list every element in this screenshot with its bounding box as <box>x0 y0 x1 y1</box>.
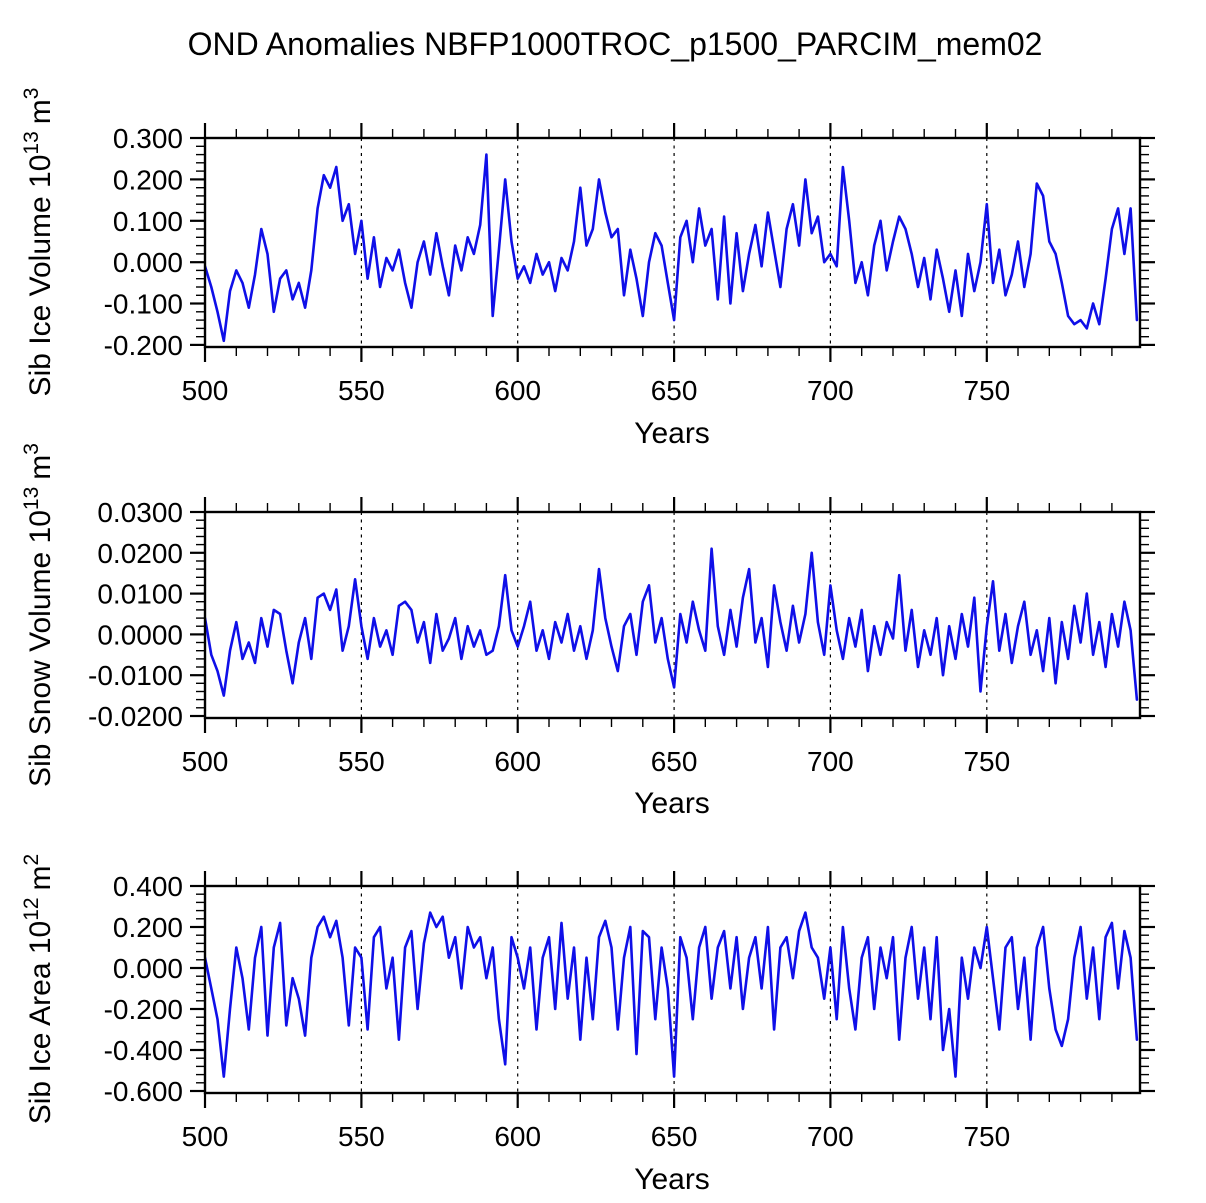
y-axis-title-superscript: 2 <box>20 853 43 866</box>
y-tick-label: 0.100 <box>112 205 183 237</box>
y-axis-title-superscript: 3 <box>20 87 43 100</box>
x-tick-label: 550 <box>338 746 385 777</box>
y-axis-title-text: Sib Ice Area 10 <box>24 920 57 1125</box>
y-axis-title-text: m <box>24 454 57 480</box>
x-tick-label: 550 <box>338 1121 385 1152</box>
y-tick-label: -0.200 <box>103 994 183 1025</box>
x-axis-title-years-1: Years <box>634 417 710 450</box>
x-axis-title-years-2: Years <box>634 787 710 820</box>
y-axis-title-ice-volume <box>20 88 57 397</box>
y-tick-label: 0.0100 <box>97 578 183 610</box>
panel-sib-ice-area <box>104 871 1155 1152</box>
y-axis-title-superscript: 13 <box>20 486 43 511</box>
y-axis-title-text: Sib Snow Volume 10 <box>24 510 57 787</box>
y-axis-title-text: m <box>24 99 57 125</box>
x-tick-label: 700 <box>807 746 854 777</box>
x-tick-label: 650 <box>650 375 698 406</box>
x-tick-label: 500 <box>181 746 229 777</box>
x-tick-label: 500 <box>181 1121 229 1152</box>
x-tick-label: 750 <box>963 746 1011 777</box>
series-line-sib-snow-volume <box>205 549 1137 700</box>
x-tick-label: 600 <box>494 746 542 777</box>
series-line-sib-ice-area <box>205 913 1137 1077</box>
y-tick-label: 0.200 <box>112 164 183 196</box>
panel-sib-snow-volume <box>88 497 1155 777</box>
y-tick-label: -0.100 <box>103 288 183 320</box>
y-axis-title-text: Sib Ice Volume 10 <box>24 154 57 397</box>
y-tick-label: 0.200 <box>112 912 183 943</box>
y-tick-label: 0.0300 <box>97 497 183 528</box>
x-tick-label: 750 <box>963 375 1011 406</box>
y-tick-label: 0.400 <box>112 871 183 902</box>
x-tick-label: 650 <box>650 1121 698 1152</box>
figure-title: OND Anomalies NBFP1000TROC_p1500_PARCIM_mem02 <box>187 26 1043 62</box>
y-axis-title-text: m <box>24 865 57 891</box>
y-axis-title-superscript: 13 <box>20 131 43 155</box>
y-tick-label: -0.0200 <box>88 701 183 732</box>
y-tick-label: 0.000 <box>112 247 183 279</box>
panel-sib-ice-volume <box>104 123 1155 406</box>
y-tick-label: -0.600 <box>103 1076 183 1107</box>
y-axis-title-superscript: 12 <box>20 897 43 921</box>
y-tick-label: -0.200 <box>103 329 183 361</box>
y-axis-title-snow-volume <box>20 443 57 787</box>
x-tick-label: 700 <box>807 375 854 406</box>
y-axis-title-ice-area <box>20 854 57 1125</box>
y-tick-label: 0.300 <box>112 123 183 154</box>
series-line-sib-ice-volume <box>205 155 1137 341</box>
x-tick-label: 750 <box>963 1121 1011 1152</box>
y-tick-label: -0.400 <box>103 1035 183 1066</box>
x-tick-label: 650 <box>650 746 698 777</box>
x-tick-label: 500 <box>181 375 229 406</box>
y-tick-label: -0.0100 <box>88 660 183 692</box>
y-axis-title-superscript: 3 <box>20 443 43 455</box>
y-tick-label: 0.000 <box>112 953 183 984</box>
x-tick-label: 550 <box>338 375 385 406</box>
x-tick-label: 600 <box>494 375 542 406</box>
x-tick-label: 600 <box>494 1121 542 1152</box>
x-tick-label: 700 <box>807 1121 854 1152</box>
x-axis-title-years-3: Years <box>634 1163 710 1196</box>
plot-frame <box>205 512 1140 718</box>
y-tick-label: 0.0200 <box>97 537 183 569</box>
y-tick-label: 0.0000 <box>97 619 183 651</box>
